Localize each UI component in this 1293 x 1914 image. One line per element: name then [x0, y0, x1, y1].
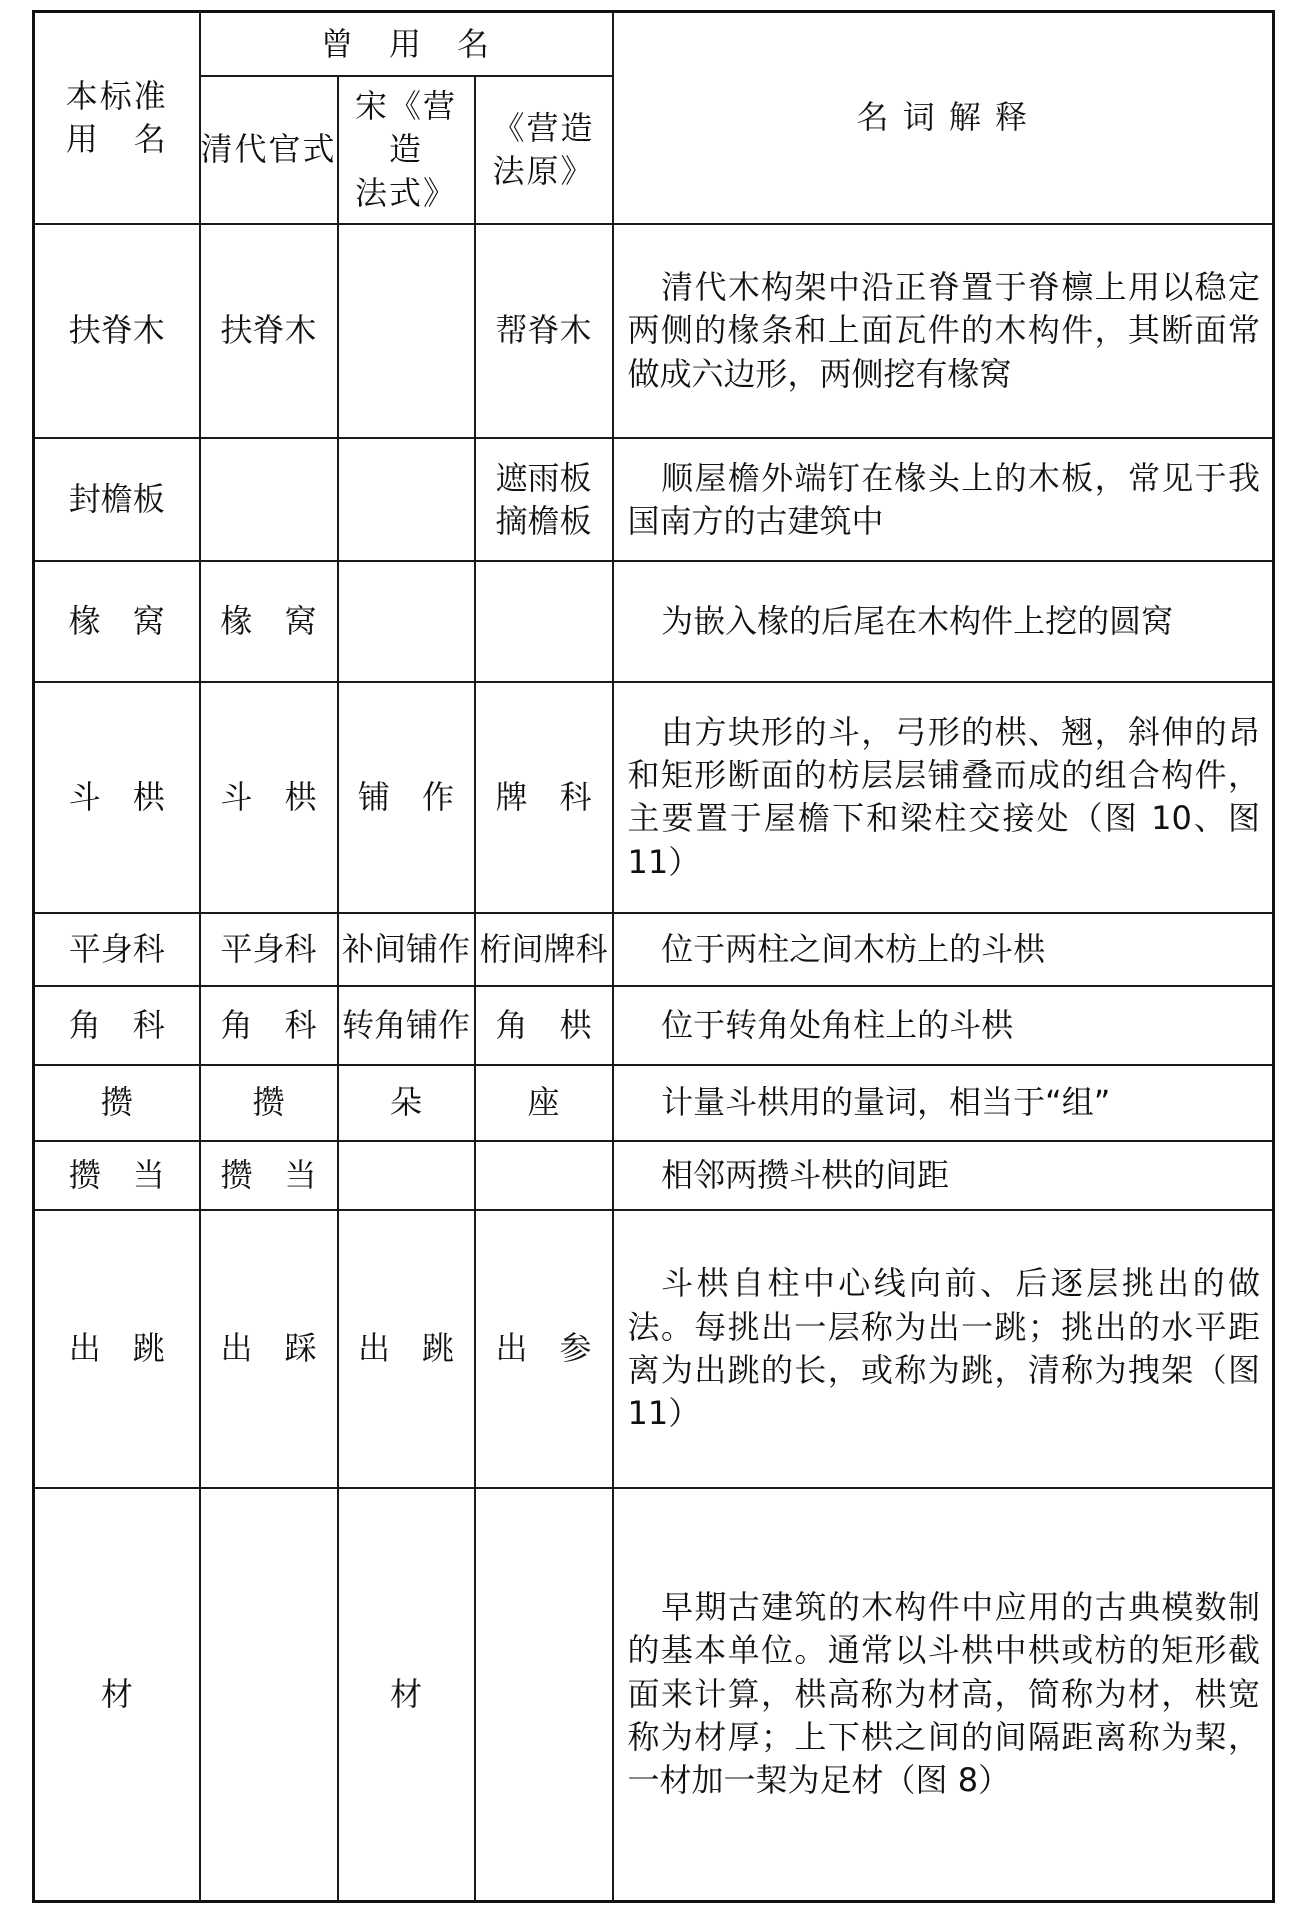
fayuan-name-cell: 出 参: [475, 1210, 613, 1487]
explanation-cell: 由方块形的斗，弓形的栱、翘，斜伸的昂和矩形断面的枋层层铺叠而成的组合构件，主要置于屋檐下和梁柱交接处（图 10、图 11）: [613, 682, 1274, 912]
explanation-cell: 为嵌入椽的后尾在木构件上挖的圆窝: [613, 561, 1274, 682]
table-row: [34, 913, 1274, 987]
qing-name-cell: 椽 窝: [200, 561, 338, 682]
fayuan-name-cell: 帮脊木: [475, 224, 613, 439]
std-name-cell: 出 跳: [34, 1210, 200, 1487]
qing-name-cell: 攒 当: [200, 1141, 338, 1210]
std-name-cell: 椽 窝: [34, 561, 200, 682]
std-name-cell: 角 科: [34, 986, 200, 1064]
qing-name-cell: 出 踩: [200, 1210, 338, 1487]
table-row: [34, 682, 1274, 912]
fayuan-name-cell: [475, 1141, 613, 1210]
qing-name-cell: 斗 栱: [200, 682, 338, 912]
explanation-cell: 顺屋檐外端钉在椽头上的木板，常见于我国南方的古建筑中: [613, 438, 1274, 561]
table-row: [34, 1141, 1274, 1210]
std-name-cell: 扶脊木: [34, 224, 200, 439]
table-row: [34, 561, 1274, 682]
song-name-cell: 转角铺作: [338, 986, 475, 1064]
explanation-cell: 清代木构架中沿正脊置于脊檩上用以稳定两侧的椽条和上面瓦件的木构件，其断面常做成六边形，两侧挖有椽窝: [613, 224, 1274, 439]
explanation-cell: 位于转角处角柱上的斗栱: [613, 986, 1274, 1064]
song-name-cell: 补间铺作: [338, 913, 475, 987]
explanation-cell: 位于两柱之间木枋上的斗栱: [613, 913, 1274, 987]
header-explanation: 名 词 解 释: [613, 12, 1274, 224]
header-fayuan: 《营造 法原》: [475, 76, 613, 223]
explanation-cell: 斗栱自柱中心线向前、后逐层挑出的做法。每挑出一层称为出一跳；挑出的水平距离为出跳的长，或称为跳，清称为拽架（图 11）: [613, 1210, 1274, 1487]
std-name-cell: 材: [34, 1488, 200, 1902]
fayuan-name-cell: [475, 561, 613, 682]
song-name-cell: [338, 224, 475, 439]
explanation-cell: 计量斗栱用的量词，相当于“组”: [613, 1065, 1274, 1141]
std-name-cell: 攒 当: [34, 1141, 200, 1210]
table-row: [34, 1210, 1274, 1487]
qing-name-cell: 攒: [200, 1065, 338, 1141]
header-std-name: 本标准 用 名: [34, 12, 200, 224]
table-row: [34, 1488, 1274, 1902]
fayuan-name-cell: 角 栱: [475, 986, 613, 1064]
fayuan-name-cell: 桁间牌科: [475, 913, 613, 987]
song-name-cell: [338, 438, 475, 561]
table-row: [34, 224, 1274, 439]
std-name-cell: 封檐板: [34, 438, 200, 561]
song-name-cell: [338, 561, 475, 682]
song-name-cell: [338, 1141, 475, 1210]
std-name-cell: 平身科: [34, 913, 200, 987]
qing-name-cell: [200, 438, 338, 561]
qing-name-cell: [200, 1488, 338, 1902]
song-name-cell: 铺 作: [338, 682, 475, 912]
terminology-table: [32, 10, 1275, 1903]
qing-name-cell: 扶脊木: [200, 224, 338, 439]
header-former-names: 曾 用 名: [200, 12, 613, 77]
song-name-cell: 出 跳: [338, 1210, 475, 1487]
fayuan-name-cell: 遮雨板 摘檐板: [475, 438, 613, 561]
table-row: [34, 438, 1274, 561]
fayuan-name-cell: 牌 科: [475, 682, 613, 912]
song-name-cell: 朵: [338, 1065, 475, 1141]
fayuan-name-cell: 座: [475, 1065, 613, 1141]
song-name-cell: 材: [338, 1488, 475, 1902]
std-name-cell: 斗 栱: [34, 682, 200, 912]
table-row: [34, 1065, 1274, 1141]
table-row: [34, 986, 1274, 1064]
qing-name-cell: 平身科: [200, 913, 338, 987]
std-name-cell: 攒: [34, 1065, 200, 1141]
explanation-cell: 早期古建筑的木构件中应用的古典模数制的基本单位。通常以斗栱中栱或枋的矩形截面来计算，栱高称为材高，简称为材，栱宽称为材厚；上下栱之间的间隔距离称为栔，一材加一栔为足材（图 8）: [613, 1488, 1274, 1902]
qing-name-cell: 角 科: [200, 986, 338, 1064]
explanation-cell: 相邻两攒斗栱的间距: [613, 1141, 1274, 1210]
header-qing: 清代官式: [200, 76, 338, 223]
header-song: 宋《营造 法式》: [338, 76, 475, 223]
fayuan-name-cell: [475, 1488, 613, 1902]
